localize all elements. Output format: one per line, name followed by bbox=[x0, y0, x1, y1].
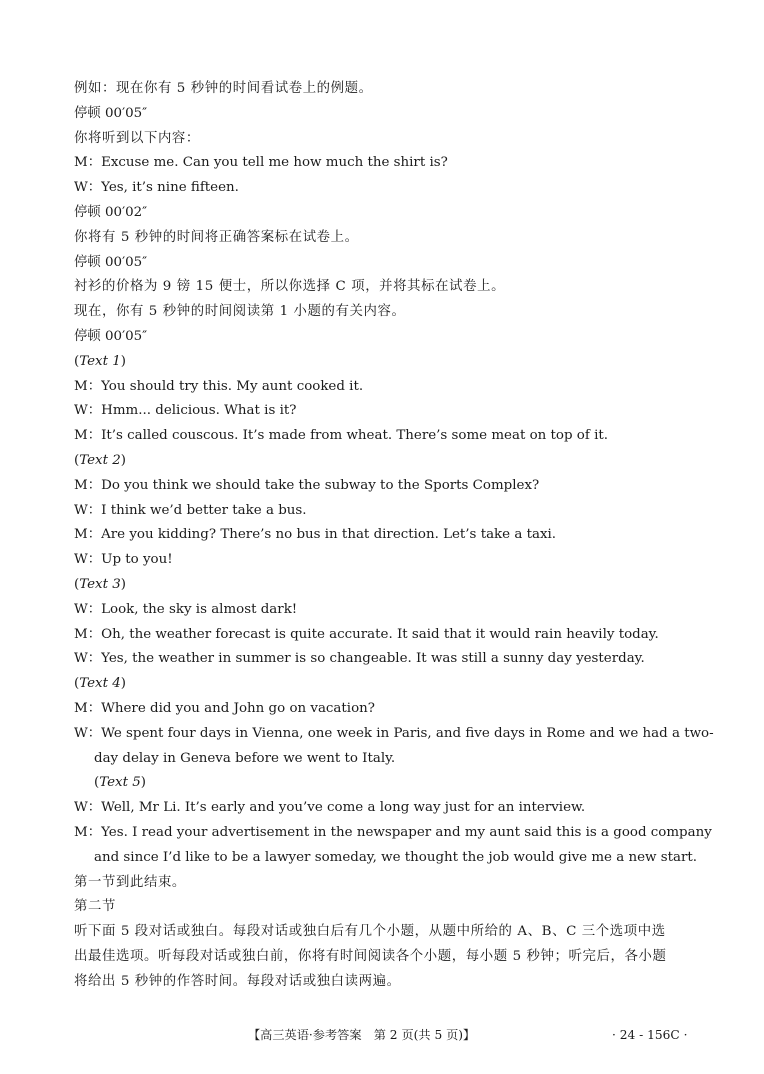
section-label-text: Text 1 bbox=[79, 353, 121, 369]
text-line: M：It’s called couscous. It’s made from wheat. There’s some meat on top of it. bbox=[74, 428, 608, 444]
text-line: 你将听到以下内容： bbox=[74, 130, 200, 146]
text-line: W：Look, the sky is almost dark! bbox=[74, 601, 298, 617]
text-line: 停顿 00′02″ bbox=[74, 204, 148, 220]
text-line: W：Up to you! bbox=[74, 552, 173, 568]
section-label: (Text 4) bbox=[74, 676, 126, 692]
text-line: 衬衫的价格为 9 镑 15 便士，所以你选择 C 项，并将其标在试卷上。 bbox=[74, 279, 506, 295]
text-line: M：Do you think we should take the subway to the Sports Complex? bbox=[74, 477, 540, 493]
section-label-text: Text 2 bbox=[79, 452, 121, 468]
text-line: 第一节到此结束。 bbox=[74, 874, 186, 890]
text-line: 你将有 5 秒钟的时间将正确答案标在试卷上。 bbox=[74, 229, 359, 245]
footer-page-info: 【高三英语·参考答案 第 2 页(共 5 页)】 bbox=[248, 1028, 476, 1042]
text-line: 停顿 00′05″ bbox=[74, 105, 148, 121]
section-label-text: Text 5 bbox=[99, 775, 141, 791]
text-line: 现在，你有 5 秒钟的时间阅读第 1 小题的有关内容。 bbox=[74, 304, 406, 320]
section-label: (Text 3) bbox=[74, 576, 126, 592]
text-line: W：I think we’d better take a bus. bbox=[74, 502, 307, 518]
text-lines bbox=[74, 77, 714, 994]
section-label: (Text 2) bbox=[74, 452, 126, 468]
text-line: M：Where did you and John go on vacation? bbox=[74, 700, 375, 716]
text-line: 第二节 bbox=[74, 899, 116, 915]
text-line: M：Oh, the weather forecast is quite accurate. It said that it would rain heavily today. bbox=[74, 626, 659, 642]
text-line: W：Yes, it’s nine fifteen. bbox=[74, 180, 239, 196]
text-line: W：Well, Mr Li. It’s early and you’ve come a long way just for an interview. bbox=[74, 800, 586, 816]
section-label: (Text 1) bbox=[74, 353, 126, 369]
text-line: W：Yes, the weather in summer is so changeable. It was still a sunny day yesterday. bbox=[74, 651, 645, 667]
text-line: 将给出 5 秒钟的作答时间。每段对话或独白读两遍。 bbox=[74, 973, 401, 989]
text-line: M：Are you kidding? There’s no bus in that direction. Let’s take a taxi. bbox=[74, 527, 557, 543]
text-line: W：Hmm... delicious. What is it? bbox=[74, 403, 297, 419]
section-label-text: Text 4 bbox=[79, 676, 121, 692]
text-line: 出最佳选项。听每段对话或独白前，你将有时间阅读各个小题，每小题 5 秒钟；听完后，各小题 bbox=[74, 948, 667, 964]
text-line: and since I’d like to be a lawyer someday, we thought the job would give me a new start. bbox=[94, 849, 698, 865]
footer-code: · 24 - 156C · bbox=[612, 1028, 688, 1042]
document-body bbox=[74, 77, 714, 994]
text-line: M：Yes. I read your advertisement in the newspaper and my aunt said this is a good company bbox=[74, 824, 712, 840]
text-line: 听下面 5 段对话或独白。每段对话或独白后有几个小题，从题中所给的 A、B、C 三个选项中选 bbox=[74, 924, 666, 940]
text-line: W：We spent four days in Vienna, one week in Paris, and five days in Rome and we had a two- bbox=[74, 725, 714, 741]
text-line: day delay in Geneva before we went to Italy. bbox=[94, 750, 396, 766]
text-line: 停顿 00′05″ bbox=[74, 328, 148, 344]
text-line: M：Excuse me. Can you tell me how much the shirt is? bbox=[74, 155, 448, 171]
text-line: M：You should try this. My aunt cooked it. bbox=[74, 378, 364, 394]
text-line: 例如：现在你有 5 秒钟的时间看试卷上的例题。 bbox=[74, 81, 373, 96]
section-label: (Text 5) bbox=[94, 775, 146, 791]
section-label-text: Text 3 bbox=[79, 576, 121, 592]
text-line: 停顿 00′05″ bbox=[74, 254, 148, 270]
